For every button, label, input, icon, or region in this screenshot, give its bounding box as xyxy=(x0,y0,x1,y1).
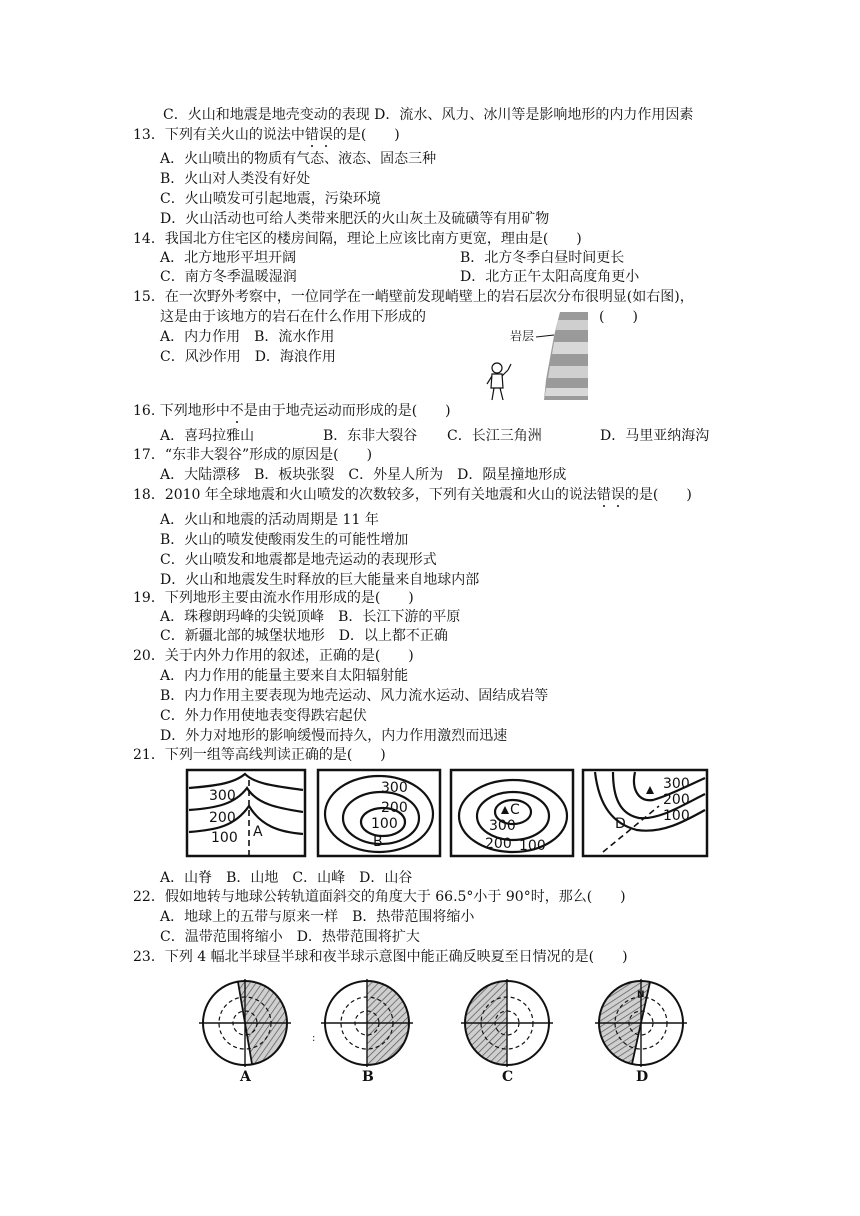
contour-value: 300 xyxy=(489,818,516,834)
globe-c xyxy=(461,979,553,1085)
q18-option-c: C．火山喷发和地震都是地壳运动的表现形式 xyxy=(160,552,437,568)
q16-option-c: C．长江三角洲 xyxy=(447,428,542,444)
contour-value: 200 xyxy=(209,810,236,826)
contour-map-c xyxy=(451,770,573,856)
contour-value: 100 xyxy=(519,838,546,854)
globe-d xyxy=(591,973,687,1085)
q13-stem xyxy=(133,126,400,144)
contour-map-b xyxy=(318,770,440,856)
globe-a xyxy=(199,974,294,1085)
q13-option-a: A．火山喷出的物质有气态、液态、固态三种 xyxy=(160,151,437,167)
emphasis-char: 错 xyxy=(304,127,319,143)
contour-map-d xyxy=(583,770,707,856)
q13-option-b: B．火山对人类没有好处 xyxy=(160,171,311,187)
emphasis-char: 误 xyxy=(610,487,625,503)
q20-option-d: D．外力对地形的影响缓慢而持久，内力作用激烈而迅速 xyxy=(160,728,508,744)
map-label-a: A xyxy=(253,824,263,840)
q20-option-a: A．内力作用的能量主要来自太阳辐射能 xyxy=(160,668,409,684)
q15-options-ab: A．内力作用 B．流水作用 xyxy=(160,329,335,345)
q20-option-b: B．内力作用主要表现为地壳运动、风力流水运动、固结成岩等 xyxy=(160,688,549,704)
q19-options-cd: C．新疆北部的城堡状地形 D．以上都不正确 xyxy=(160,628,448,644)
contour-value: 300 xyxy=(209,788,236,804)
q20-stem: 20．关于内外力作用的叙述，正确的是( ) xyxy=(133,648,414,664)
separator-mark: : xyxy=(312,1033,316,1044)
q15-stem-2: 这是由于该地方的岩石在什么作用下形成的 xyxy=(160,309,426,325)
q16-stem xyxy=(133,402,451,420)
q23-stem: 23．下列 4 幅北半球昼半球和夜半球示意图中能正确反映夏至日情况的是( ) xyxy=(133,949,628,965)
q14-stem: 14．我国北方住宅区的楼房间隔，理论上应该比南方更宽，理由是( ) xyxy=(133,231,582,247)
q13-stem-paren: 的是( ) xyxy=(332,127,400,143)
q20-option-c: C．外力作用使地表变得跌宕起伏 xyxy=(160,708,367,724)
q19-options-ab: A．珠穆朗玛峰的尖锐顶峰 B．长江下游的平原 xyxy=(160,609,461,625)
rock-stratum xyxy=(556,320,588,330)
q14-option-b: B．北方冬季白昼时间更长 xyxy=(460,250,625,266)
q13-stem-text: 13．下列有关火山的说法中 xyxy=(133,127,305,143)
q16-option-a: A．喜玛拉雅山 xyxy=(160,428,255,444)
q22-options-cd: C．温带范围将缩小 D．热带范围将扩大 xyxy=(160,929,420,945)
contour-value: 200 xyxy=(381,800,408,816)
q16-stem-paren: 是由于地壳运动而形成的是( ) xyxy=(243,403,451,419)
q15-options-cd: C．风沙作用 D．海浪作用 xyxy=(160,349,336,365)
q21-stem: 21．下列一组等高线判读正确的是( ) xyxy=(133,747,386,763)
q14-option-d: D．北方正午太阳高度角更小 xyxy=(460,269,640,285)
q21-options: A．山脊 B．山地 C．山峰 D．山谷 xyxy=(160,870,413,886)
q19-stem: 19．下列地形主要由流水作用形成的是( ) xyxy=(133,590,414,606)
rock-stratum xyxy=(545,388,588,396)
label-leader-line xyxy=(536,335,554,337)
q15-stem: 15．在一次野外考察中，一位同学在一峭壁前发现峭壁上的岩石层次分布很明显(如右图)， xyxy=(133,289,694,305)
contour-value: 100 xyxy=(371,816,398,832)
rock-stratum xyxy=(552,342,588,354)
q13-option-d: D．火山活动也可给人类带来肥沃的火山灰土及硫磺等有用矿物 xyxy=(160,211,550,227)
contour-maps-figure xyxy=(183,766,711,860)
q18-stem xyxy=(133,486,692,504)
contour-value: 100 xyxy=(211,830,238,846)
student-figure xyxy=(487,363,511,400)
contour-value: 300 xyxy=(381,780,408,796)
map-label-b: B xyxy=(373,834,383,850)
q16-stem-text: 16. 下列地形中 xyxy=(133,403,230,419)
q22-stem: 22．假如地转与地球公转轨道面斜交的角度大于 66.5°小于 90°时，那么( ) xyxy=(133,889,626,905)
contour-map-a xyxy=(187,770,305,856)
rock-layer-label: 岩层 xyxy=(510,329,535,343)
q13-option-c: C．火山喷发可引起地震，污染环境 xyxy=(160,191,381,207)
map-label-d: D xyxy=(615,816,626,832)
globe-label-d: D xyxy=(636,1069,649,1085)
globe-label-c: C xyxy=(502,1069,514,1085)
q18-option-a: A．火山和地震的活动周期是 11 年 xyxy=(160,512,379,528)
q16-option-d: D．马里亚纳海沟 xyxy=(600,428,710,444)
north-label: N xyxy=(637,990,645,1000)
q22-options-ab: A．地球上的五带与原来一样 B．热带范围将缩小 xyxy=(160,909,475,925)
q15-answer-paren: ( ) xyxy=(599,309,638,325)
q17-stem: 17．“东非大裂谷”形成的原因是( ) xyxy=(133,447,373,463)
globe-diagrams-figure xyxy=(195,975,695,1085)
emphasis-char: 误 xyxy=(318,127,333,143)
contour-value: 300 xyxy=(663,776,690,792)
contour-value: 100 xyxy=(663,808,690,824)
globe-label-b: B xyxy=(362,1069,374,1085)
map-label-c: C xyxy=(510,802,520,818)
q14-option-a: A．北方地形平坦开阔 xyxy=(160,250,297,266)
rock-stratum xyxy=(548,366,588,378)
q18-stem-text: 18．2010 年全球地震和火山喷发的次数较多，下列有关地震和火山的说法 xyxy=(133,487,597,503)
globe-b xyxy=(321,979,413,1085)
q18-stem-paren: 的是( ) xyxy=(624,487,692,503)
emphasis-char: 错 xyxy=(596,487,611,503)
emphasis-char: 不 xyxy=(229,403,244,419)
q12-option-c: C．火山和地震是地壳变动的表现 D．流水、风力、冰川等是影响地形的内力作用因素 xyxy=(163,107,694,123)
rock-layers-figure xyxy=(480,310,590,402)
contour-value: 200 xyxy=(663,792,690,808)
q18-option-b: B．火山的喷发使酸雨发生的可能性增加 xyxy=(160,532,409,548)
q16-option-b: B．东非大裂谷 xyxy=(323,428,418,444)
contour-value: 200 xyxy=(485,836,512,852)
globe-label-a: A xyxy=(240,1069,251,1085)
q14-option-c: C．南方冬季温暖湿润 xyxy=(160,269,297,285)
q18-option-d: D．火山和地震发生时释放的巨大能量来自地球内部 xyxy=(160,572,480,588)
q17-options: A．大陆漂移 B．板块张裂 C．外星人所为 D．陨星撞地形成 xyxy=(160,467,567,483)
